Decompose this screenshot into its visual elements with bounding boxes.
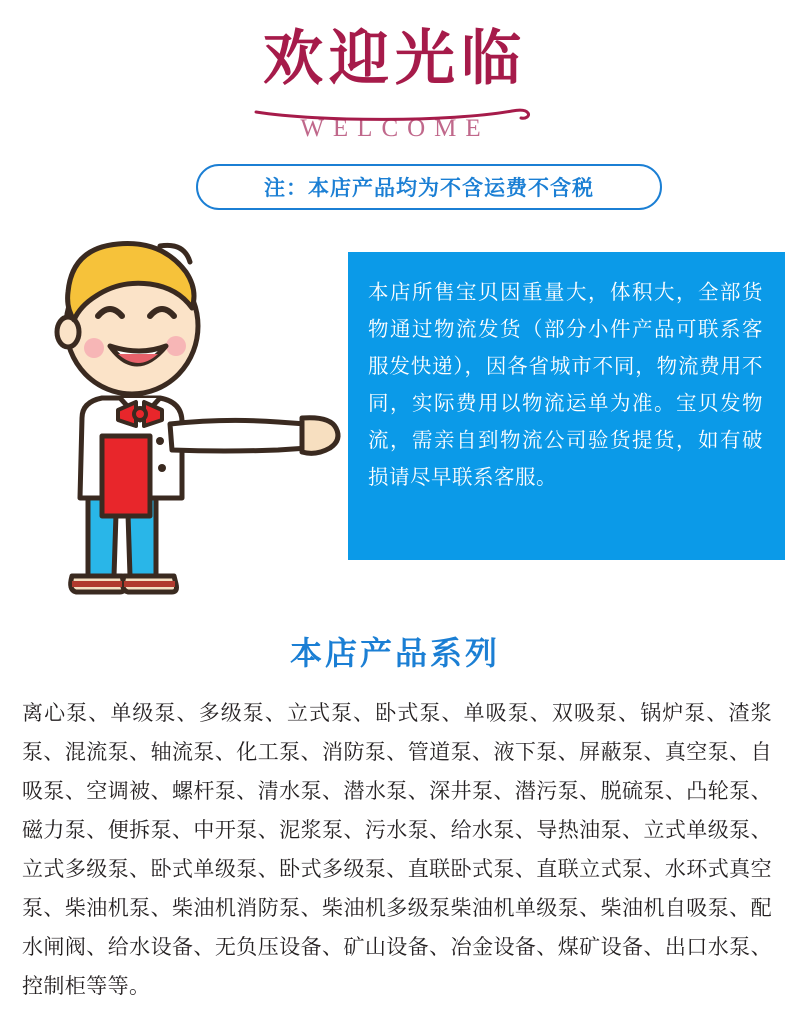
logistics-info-text: 本店所售宝贝因重量大，体积大，全部货物通过物流发货（部分小件产品可联系客服发快递），因各省城市不同，物流费用不同，实际费用以物流运单为准。宝贝发物流，需亲自到物流公司验货提货，如有破损请尽早联系客服。 (368, 281, 763, 489)
welcome-header (0, 22, 790, 144)
product-series-heading: 本店产品系列 (289, 635, 500, 671)
logistics-info-box (348, 252, 785, 560)
welcome-title-chinese: 欢迎光临 (263, 26, 527, 92)
decorative-swash-icon (250, 106, 540, 122)
mascot-boy-pointing-illustration (10, 196, 350, 606)
shipping-note-text: 注：本店产品均为不含运费不含税 (264, 177, 594, 200)
product-series-list: 离心泵、单级泵、多级泵、立式泵、卧式泵、单吸泵、双吸泵、锅炉泵、渣浆泵、混流泵、轴流泵、化工泵、消防泵、管道泵、液下泵、屏蔽泵、真空泵、自吸泵、空调被、螺杆泵、清水泵、潜水泵、深井泵、潜污泵、脱硫泵、凸轮泵、磁力泵、便拆泵、中开泵、泥浆泵、污水泵、给水泵、导热油泵、立式单级泵、立式多级泵、卧式单级泵、卧式多级泵、直联卧式泵、直联立式泵、水环式真空泵、柴油机泵、柴油机消防泵、柴油机多级泵柴油机单级泵、柴油机自吸泵、配水闸阀、给水设备、无负压设备、矿山设备、冶金设备、煤矿设备、出口水泵、控制柜等等。 (22, 702, 772, 998)
welcome-title-english: WELCOME (300, 115, 490, 142)
